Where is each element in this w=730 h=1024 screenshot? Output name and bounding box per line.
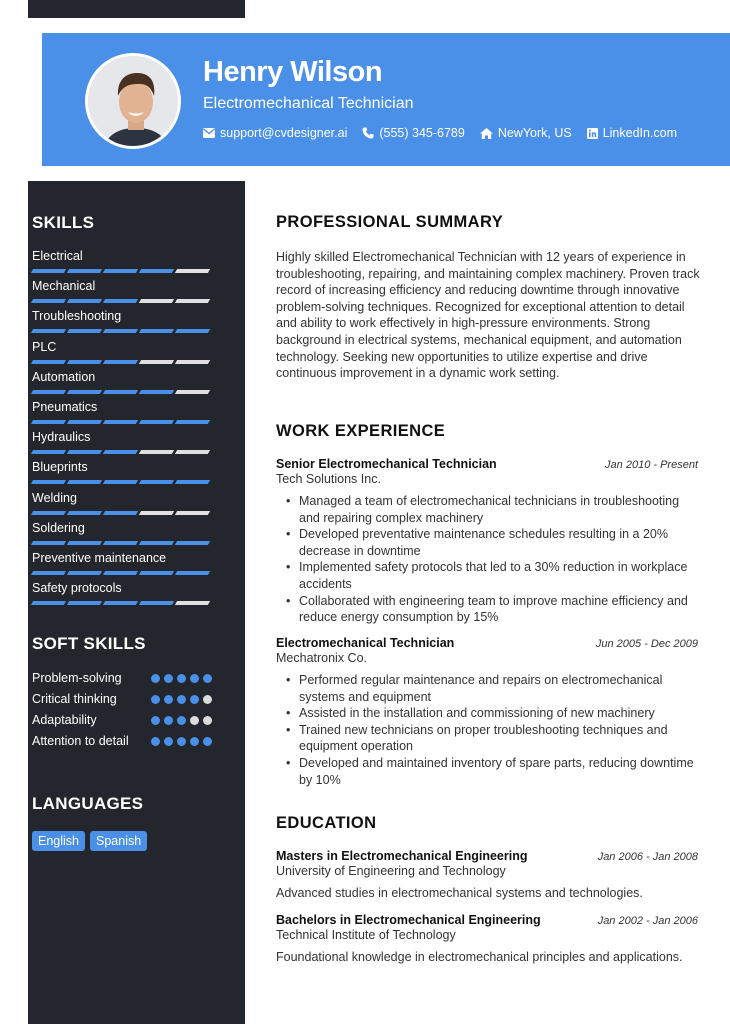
contact-phone[interactable]: [362, 126, 464, 140]
skill-level-segment: [139, 541, 174, 545]
skill-level-segment: [175, 269, 210, 273]
skill-level-bar: [32, 329, 212, 333]
job-entry: [276, 457, 706, 626]
skill-level-bar: [32, 450, 212, 454]
job-dates: Jun 2005 - Dec 2009: [595, 638, 698, 650]
school-name: University of Engineering and Technology: [276, 864, 506, 878]
skill-label: Electrical: [32, 249, 83, 263]
skill-level-segment: [175, 390, 210, 394]
soft-skill-rating: [151, 695, 212, 704]
summary-text: Highly skilled Electromechanical Technician with 12 years of experience in troubleshooting, repairing, and maintaining complex machinery. Proven track record of increasing efficiency and reducing downtime through innovative problem-solving techniques. Recognized for exceptional attention to detail and ability to work effectively in high-pressure environments. Strong background in electrical systems, mechanical equipment, and automation technology. Seeking new opportunities to utilize expertise and drive continuous improvement in a dynamic work setting.: [276, 250, 700, 381]
skill-label: Mechanical: [32, 279, 96, 294]
soft-skill-rating: [151, 716, 212, 725]
skill-level-bar: [32, 601, 212, 605]
job-bullet: • Collaborated with engineering team to improve machine efficiency and reduce energy consumption by 15%: [286, 593, 696, 626]
skill-item: [32, 430, 212, 460]
job-dates: Jan 2010 - Present: [605, 459, 698, 471]
education-dates: Jan 2002 - Jan 2006: [597, 915, 698, 927]
rating-dot: [203, 737, 212, 746]
skill-label: Welding: [32, 490, 77, 505]
job-bullet: • Trained new technicians on proper troubleshooting techniques and equipment operation: [286, 722, 696, 755]
skill-level-segment: [31, 329, 66, 333]
skill-label: Hydraulics: [32, 430, 91, 445]
skill-level-segment: [139, 360, 174, 364]
skill-level-segment: [139, 299, 174, 303]
rating-dot: [203, 716, 212, 725]
skill-level-segment: [103, 450, 138, 454]
rating-dot: [164, 695, 173, 704]
skill-label: Soldering: [32, 520, 85, 535]
skill-level-bar: [32, 269, 212, 273]
rating-dot: [190, 674, 199, 683]
skill-level-segment: [103, 541, 138, 545]
soft-skill-rating: [151, 737, 212, 746]
soft-skill-item: [32, 670, 212, 686]
job-company: Mechatronix Co.: [276, 651, 368, 665]
skill-level-segment: [31, 360, 66, 364]
soft-skill-item: [32, 733, 212, 749]
skill-level-segment: [67, 541, 102, 545]
linkedin-icon: [587, 128, 598, 139]
contact-location: [480, 126, 572, 140]
degree-title: Bachelors in Electromechanical Engineering: [276, 913, 541, 927]
skill-level-segment: [103, 360, 138, 364]
skill-level-segment: [139, 420, 174, 424]
skill-item: [32, 279, 212, 309]
skill-level-segment: [175, 480, 210, 484]
skill-level-segment: [103, 601, 138, 605]
skill-level-segment: [31, 299, 66, 303]
skill-level-segment: [139, 390, 174, 394]
skills-list: [32, 249, 212, 611]
job-bullet: • Performed regular maintenance and repairs on electromechanical systems and equipment: [286, 672, 696, 705]
contact-phone-text: (555) 345-6789: [379, 126, 465, 140]
contact-linkedin[interactable]: [587, 126, 677, 140]
skill-level-segment: [67, 450, 102, 454]
rating-dot: [151, 695, 160, 704]
rating-dot: [203, 695, 212, 704]
language-tag: Spanish: [90, 831, 147, 851]
skill-level-segment: [103, 480, 138, 484]
skill-level-segment: [103, 571, 138, 575]
rating-dot: [177, 737, 186, 746]
skill-item: [32, 309, 212, 339]
language-tag: English: [32, 831, 85, 851]
skill-level-segment: [67, 360, 102, 364]
job-bullet: • Implemented safety protocols that led to a 30% reduction in workplace accidents: [286, 559, 696, 592]
skill-level-segment: [31, 571, 66, 575]
languages-list: [32, 831, 147, 851]
skill-level-segment: [31, 390, 66, 394]
rating-dot: [164, 737, 173, 746]
education-dates: Jan 2006 - Jan 2008: [597, 851, 698, 863]
skill-item: [32, 521, 212, 551]
skill-level-segment: [31, 541, 66, 545]
skill-level-bar: [32, 480, 212, 484]
skill-level-segment: [139, 450, 174, 454]
skill-level-segment: [67, 511, 102, 515]
candidate-name: Henry Wilson: [203, 56, 383, 88]
soft-skill-item: [32, 691, 212, 707]
rating-dot: [190, 695, 199, 704]
home-icon: [480, 128, 493, 139]
rating-dot: [177, 716, 186, 725]
skill-level-segment: [175, 511, 210, 515]
soft-skill-label: Critical thinking: [32, 692, 117, 706]
degree-title: Masters in Electromechanical Engineering: [276, 849, 528, 863]
skill-item: [32, 491, 212, 521]
school-name: Technical Institute of Technology: [276, 928, 456, 942]
skill-level-segment: [31, 480, 66, 484]
soft-skills-heading: SOFT SKILLS: [32, 634, 146, 653]
skill-level-segment: [31, 601, 66, 605]
skill-level-bar: [32, 511, 212, 515]
skill-item: [32, 400, 212, 430]
skill-level-segment: [67, 390, 102, 394]
skill-level-bar: [32, 390, 212, 394]
job-bullet: • Developed preventative maintenance schedules resulting in a 20% decrease in downtime: [286, 526, 696, 559]
job-title: Electromechanical Technician: [276, 636, 455, 650]
skill-level-segment: [175, 420, 210, 424]
job-bullet: • Developed and maintained inventory of spare parts, reducing downtime by 10%: [286, 755, 696, 788]
summary-heading: PROFESSIONAL SUMMARY: [276, 213, 504, 231]
candidate-title: Electromechanical Technician: [203, 95, 414, 112]
rating-dot: [164, 716, 173, 725]
skill-item: [32, 249, 212, 279]
skill-level-segment: [175, 329, 210, 333]
phone-icon: [362, 127, 374, 139]
skill-item: [32, 460, 212, 490]
soft-skills-list: [32, 670, 212, 754]
avatar: [85, 53, 181, 149]
rating-dot: [151, 716, 160, 725]
skill-level-segment: [103, 511, 138, 515]
skill-level-segment: [67, 329, 102, 333]
job-bullet: • Managed a team of electromechanical technicians in troubleshooting and repairing complex machinery: [286, 493, 696, 526]
skill-level-segment: [31, 420, 66, 424]
skill-item: [32, 551, 212, 581]
contact-location-text: NewYork, US: [497, 126, 572, 140]
education-heading: EDUCATION: [276, 814, 377, 832]
soft-skill-item: [32, 712, 212, 728]
skill-level-segment: [139, 329, 174, 333]
languages-heading: LANGUAGES: [32, 794, 144, 813]
skill-item: [32, 581, 212, 611]
skill-level-segment: [175, 299, 210, 303]
skill-item: [32, 370, 212, 400]
rating-dot: [177, 695, 186, 704]
skill-label: Preventive maintenance: [32, 550, 167, 565]
skill-level-segment: [67, 269, 102, 273]
skill-level-segment: [31, 269, 66, 273]
rating-dot: [151, 674, 160, 683]
skill-level-bar: [32, 299, 212, 303]
skill-label: Automation: [32, 369, 96, 384]
skill-level-segment: [175, 450, 210, 454]
skill-level-bar: [32, 571, 212, 575]
skill-level-segment: [175, 541, 210, 545]
skill-level-bar: [32, 541, 212, 545]
skill-level-segment: [103, 269, 138, 273]
job-bullet: • Assisted in the installation and commissioning of new machinery: [286, 705, 696, 722]
skill-level-segment: [67, 299, 102, 303]
rating-dot: [190, 716, 199, 725]
skill-level-segment: [139, 601, 174, 605]
skill-level-segment: [67, 420, 102, 424]
skill-level-segment: [175, 601, 210, 605]
skill-label: Safety protocols: [32, 581, 122, 596]
rating-dot: [190, 737, 199, 746]
skill-item: [32, 340, 212, 370]
soft-skill-label: Problem-solving: [32, 671, 122, 685]
skill-level-segment: [31, 450, 66, 454]
education-description: Foundational knowledge in electromechanical principles and applications.: [276, 950, 683, 964]
skill-level-segment: [67, 480, 102, 484]
job-company: Tech Solutions Inc.: [276, 472, 381, 486]
contact-bar: [203, 126, 677, 140]
skill-level-segment: [103, 299, 138, 303]
job-bullets: [276, 672, 706, 788]
skill-level-segment: [31, 511, 66, 515]
rating-dot: [164, 674, 173, 683]
skill-level-segment: [103, 390, 138, 394]
soft-skill-label: Attention to detail: [32, 734, 129, 748]
rating-dot: [203, 674, 212, 683]
skill-level-segment: [67, 571, 102, 575]
envelope-icon: [203, 128, 215, 138]
skills-heading: SKILLS: [32, 213, 95, 232]
soft-skill-label: Adaptability: [32, 713, 97, 727]
soft-skill-rating: [151, 674, 212, 683]
skill-level-segment: [67, 601, 102, 605]
skill-level-segment: [139, 511, 174, 515]
contact-linkedin-text: LinkedIn.com: [602, 126, 678, 140]
skill-label: Troubleshooting: [32, 309, 122, 324]
rating-dot: [151, 737, 160, 746]
job-bullets: [276, 493, 706, 626]
job-title: Senior Electromechanical Technician: [276, 457, 497, 471]
skill-level-bar: [32, 420, 212, 424]
skill-level-segment: [175, 360, 210, 364]
contact-email[interactable]: [203, 126, 347, 140]
skill-level-segment: [103, 420, 138, 424]
skill-label: Blueprints: [32, 460, 88, 475]
skill-level-segment: [139, 269, 174, 273]
skill-level-segment: [139, 480, 174, 484]
skill-level-segment: [103, 329, 138, 333]
education-entry: [276, 913, 706, 964]
skill-level-bar: [32, 360, 212, 364]
contact-email-text: support@cvdesigner.ai: [220, 126, 348, 140]
experience-heading: WORK EXPERIENCE: [276, 422, 446, 440]
skill-label: PLC: [32, 339, 57, 354]
education-entry: [276, 849, 706, 900]
skill-level-segment: [175, 571, 210, 575]
education-description: Advanced studies in electromechanical systems and technologies.: [276, 886, 643, 900]
rating-dot: [177, 674, 186, 683]
job-entry: [276, 636, 706, 788]
skill-label: Pneumatics: [32, 399, 98, 414]
skill-level-segment: [139, 571, 174, 575]
